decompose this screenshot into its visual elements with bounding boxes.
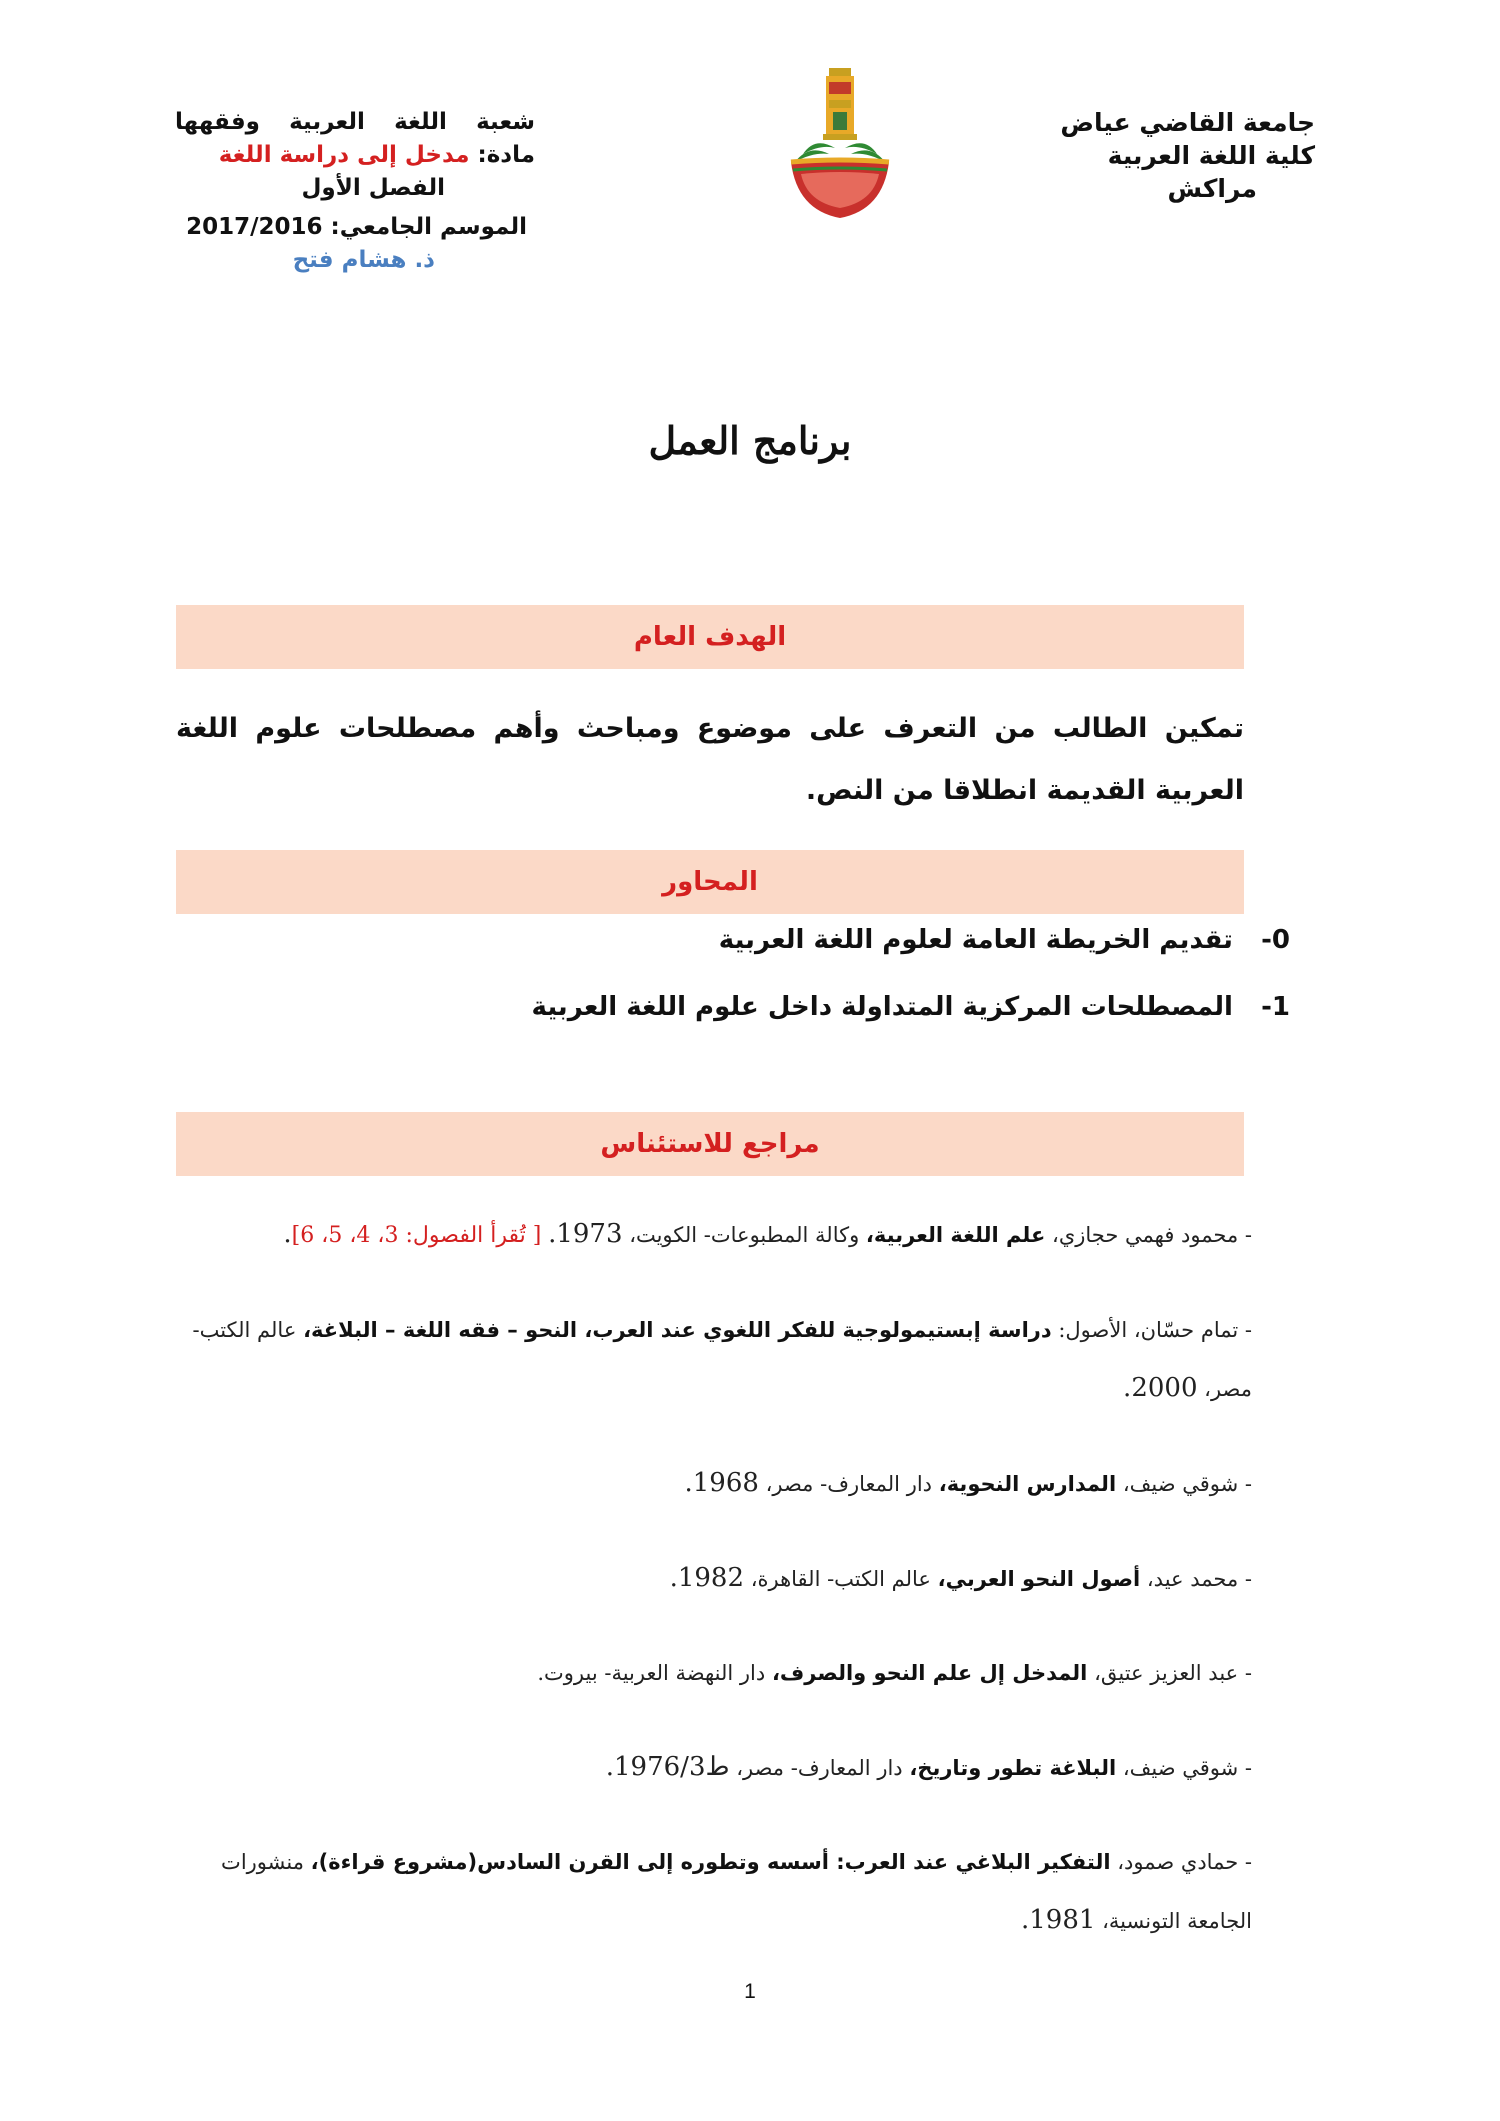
- academic-season: [175, 211, 527, 244]
- goal-heading: الهدف العام: [176, 605, 1244, 669]
- reference-item: [176, 1301, 1252, 1418]
- university-name: جامعة القاضي عياض: [1060, 108, 1315, 137]
- department-word: شعبة: [476, 109, 535, 135]
- ref-title: علم اللغة العربية،: [865, 1223, 1046, 1247]
- ref-year: 1968.: [684, 1468, 759, 1498]
- ref-author: تمام حسّان، الأصول:: [1058, 1318, 1239, 1342]
- ref-publisher: دار المعارف- مصر،: [736, 1756, 903, 1780]
- ref-year: 1982.: [669, 1563, 745, 1593]
- ref-publisher: وكالة المطبوعات- الكويت،: [629, 1223, 860, 1247]
- ref-title: دراسة إبستيمولوجية للفكر اللغوي عند العرب، النحو – فقه اللغة – البلاغة،: [303, 1318, 1052, 1342]
- ref-author: محمد عيد،: [1146, 1567, 1239, 1591]
- subject-label: مادة:: [477, 142, 535, 168]
- ref-author: شوقي ضيف،: [1122, 1756, 1239, 1780]
- goal-text: تمكين الطالب من التعرف على موضوع ومباحث وأهم مصطلحات علوم اللغة العربية القديمة انطلاقا من النص.: [176, 713, 1244, 806]
- ref-dash: -: [1244, 1567, 1252, 1591]
- ref-title: المدخل إل علم النحو والصرف،: [771, 1661, 1088, 1685]
- references-heading: مراجع للاستئناس: [176, 1112, 1244, 1176]
- ref-publisher: دار النهضة العربية- بيروت.: [537, 1661, 766, 1685]
- ref-dash: -: [1244, 1223, 1252, 1247]
- references-list: [176, 1205, 1252, 1986]
- department-line: [175, 106, 535, 139]
- axis-number: 0-: [1261, 925, 1290, 955]
- ref-title: التفكير البلاغي عند العرب: أسسه وتطوره إلى القرن السادس(مشروع قراءة)،: [310, 1850, 1111, 1874]
- ref-note: [ تُقرأ الفصول: 3، 4، 5، 6]: [291, 1223, 542, 1248]
- department-word: اللغة: [394, 109, 447, 135]
- semester: الفصل الأول: [301, 175, 445, 201]
- reference-item: [176, 1644, 1252, 1702]
- axes-heading: المحاور: [176, 850, 1244, 914]
- ref-title: البلاغة تطور وتاريخ،: [909, 1756, 1117, 1780]
- department-word: وفقهها: [175, 109, 260, 135]
- reference-item: [176, 1549, 1252, 1608]
- ref-publisher: عالم الكتب- مصر،: [192, 1318, 1252, 1401]
- axis-text: المصطلحات المركزية المتداولة داخل علوم اللغة العربية: [531, 992, 1233, 1022]
- page-title: برنامج العمل: [648, 418, 852, 463]
- reference-item: [176, 1454, 1252, 1513]
- ref-end: .: [283, 1219, 292, 1249]
- axis-item: [190, 925, 1290, 955]
- season-value: 2017/2016: [186, 214, 323, 240]
- ref-author: عبد العزيز عتيق،: [1094, 1661, 1239, 1685]
- ref-year: 2000.: [1123, 1373, 1198, 1403]
- ref-title: أصول النحو العربي،: [937, 1567, 1141, 1591]
- axis-text: تقديم الخريطة العامة لعلوم اللغة العربية: [718, 925, 1233, 955]
- ref-publisher: دار المعارف- مصر،: [765, 1472, 933, 1496]
- ref-dash: -: [1244, 1661, 1252, 1685]
- department-word: العربية: [289, 109, 365, 135]
- reference-item: [176, 1205, 1252, 1265]
- ref-year: 1973.: [548, 1219, 623, 1249]
- ref-author: شوقي ضيف،: [1122, 1472, 1239, 1496]
- ref-author: حمادي صمود،: [1117, 1850, 1239, 1874]
- city-name: مراكش: [1167, 174, 1257, 203]
- ref-dash: -: [1244, 1756, 1252, 1780]
- reference-item: [176, 1833, 1252, 1950]
- subject-line: [175, 139, 535, 172]
- ref-year: 1981.: [1021, 1905, 1096, 1935]
- subject-value: مدخل إلى دراسة اللغة: [218, 142, 470, 168]
- reference-item: [176, 1738, 1252, 1797]
- axis-number: 1-: [1261, 992, 1290, 1022]
- ref-dash: -: [1244, 1850, 1252, 1874]
- season-label: الموسم الجامعي:: [330, 214, 527, 240]
- ref-author: محمود فهمي حجازي،: [1052, 1223, 1239, 1247]
- page-number: 1: [744, 1980, 756, 2003]
- department-header: [175, 106, 535, 277]
- ref-year: ط1976/3.: [605, 1752, 730, 1782]
- ref-title: المدارس النحوية،: [938, 1472, 1117, 1496]
- ref-dash: -: [1244, 1318, 1252, 1342]
- ref-publisher: منشورات الجامعة التونسية،: [221, 1850, 1252, 1933]
- ref-dash: -: [1244, 1472, 1252, 1496]
- professor-name: ذ. هشام فتح: [292, 247, 435, 273]
- university-logo: [785, 62, 895, 224]
- faculty-name: كلية اللغة العربية: [1107, 141, 1315, 170]
- axis-item: [190, 992, 1290, 1022]
- ref-publisher: عالم الكتب- القاهرة،: [750, 1567, 931, 1591]
- university-header: [995, 106, 1315, 205]
